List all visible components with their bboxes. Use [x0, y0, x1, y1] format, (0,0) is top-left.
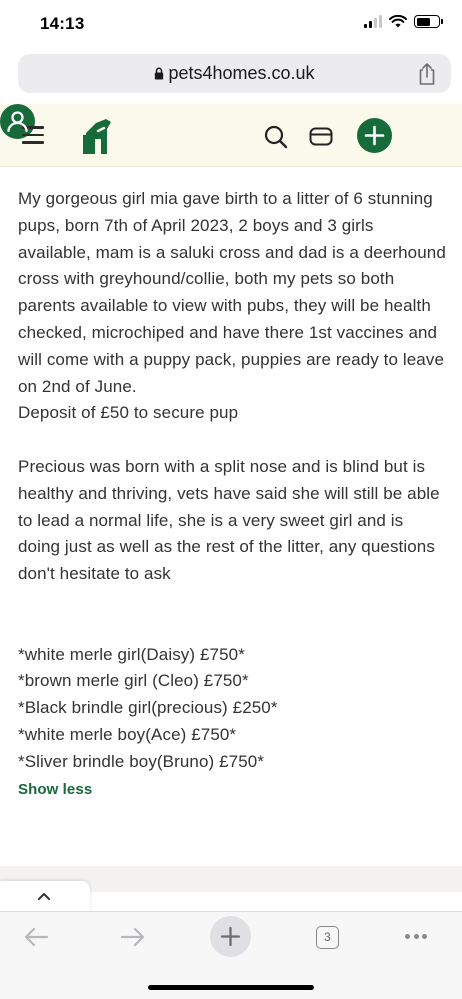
add-listing-button[interactable]	[357, 118, 392, 153]
home-indicator[interactable]	[148, 985, 314, 990]
battery-icon	[414, 15, 440, 28]
more-options-icon[interactable]	[405, 934, 427, 939]
wifi-icon	[389, 15, 407, 28]
url-display[interactable]	[18, 63, 451, 84]
account-button[interactable]	[0, 104, 35, 139]
show-less-link[interactable]: Show less	[18, 780, 93, 798]
plus-icon	[357, 118, 392, 153]
plus-icon	[220, 926, 241, 947]
cellular-signal-icon	[364, 15, 382, 28]
pup-list-item: *brown merle girl (Cleo) £750*	[18, 671, 249, 691]
description-paragraph: My gorgeous girl mia gave birth to a litter of 6 stunning pups, born 7th of April 2023, 2 boys and 3 girls available, mam is a saluki cross and dad is a deerhound cross with greyhound/collie, both my pets so both parents available to view with pubs, they will be health checked, microchiped and have there 1st vaccines and will come with a puppy pack, puppies are ready to leave on 2nd of June.	[18, 189, 446, 396]
pup-list-item: *white merle boy(Ace) £750*	[18, 724, 237, 744]
forward-arrow-icon[interactable]	[120, 926, 146, 948]
back-arrow-icon[interactable]	[23, 926, 49, 948]
pets4homes-logo[interactable]	[80, 117, 114, 155]
tab-switcher-button[interactable]: 3	[316, 926, 339, 949]
address-bar[interactable]	[18, 54, 451, 93]
lock-icon	[154, 67, 164, 80]
expand-toolbar-tab[interactable]	[0, 881, 90, 912]
pup-list-item: *Sliver brindle boy(Bruno) £750*	[18, 751, 265, 771]
chevron-up-icon	[36, 891, 52, 901]
site-header	[0, 104, 462, 167]
url-text: pets4homes.co.uk	[168, 63, 315, 83]
status-time: 14:13	[40, 14, 85, 33]
search-icon[interactable]	[264, 125, 288, 149]
messages-icon[interactable]	[309, 127, 333, 147]
deposit-text: Deposit of £50 to secure pup	[18, 403, 239, 423]
pup-list-item: *Black brindle girl(precious) £250*	[18, 698, 278, 718]
new-tab-button[interactable]	[210, 916, 251, 957]
description-paragraph: Precious was born with a split nose and is blind but is healthy and thriving, vets have said she will still be able to lead a normal life, she is a very sweet girl and is doing just as well as the rest of the litter, any questions don't hesitate to ask	[18, 456, 440, 584]
share-icon[interactable]	[417, 62, 437, 86]
pup-list-item: *white merle girl(Daisy) £750*	[18, 644, 245, 664]
status-icons	[364, 15, 440, 28]
user-icon	[0, 104, 35, 139]
status-bar	[0, 0, 462, 52]
listing-description	[18, 186, 448, 802]
